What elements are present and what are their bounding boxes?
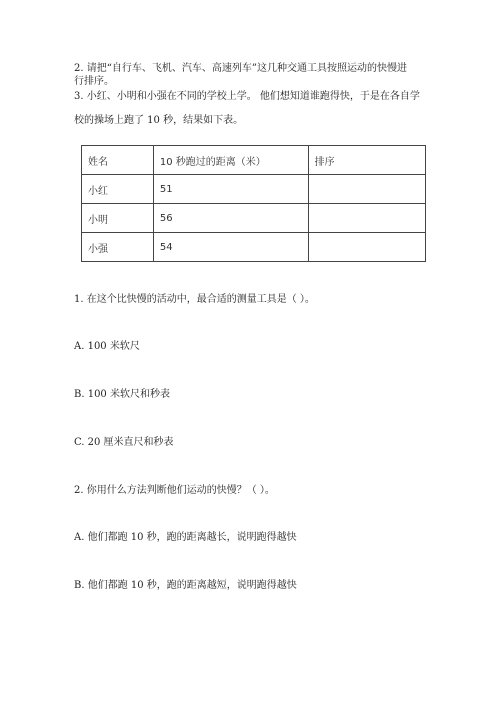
cell-rank (308, 233, 425, 262)
question-1-option-c: C. 20 厘米直尺和秒表 (74, 437, 174, 448)
question-1-option-a: A. 100 米软尺 (74, 341, 140, 352)
question-1-stem: 1. 在这个比快慢的活动中，最合适的测量工具是（ ）。 (74, 294, 315, 305)
cell-distance: 51 (153, 175, 308, 204)
cell-distance: 54 (153, 233, 308, 262)
question-2-option-a: A. 他们都跑 10 秒，跑的距离越长，说明跑得越快 (74, 532, 297, 543)
header-distance: 10 秒跑过的距离（米） (153, 146, 308, 175)
question-2-option-b: B. 他们都跑 10 秒，跑的距离越短，说明跑得越快 (74, 580, 297, 591)
cell-name: 小明 (82, 204, 154, 233)
cell-name: 小强 (82, 233, 154, 262)
cell-rank (308, 204, 425, 233)
header-name: 姓名 (82, 146, 154, 175)
results-table (81, 145, 426, 262)
question-2-intro-line-1: 2. 请把“自行车、飞机、汽车、高速列车”这几种交通工具按照运动的快慢进 (74, 63, 407, 74)
question-3-intro-line-2: 校的操场上跑了 10 秒，结果如下表。 (74, 115, 244, 126)
question-2-stem: 2. 你用什么方法判断他们运动的快慢？（ ）。 (74, 485, 275, 496)
table-row (82, 233, 426, 262)
cell-distance: 56 (153, 204, 308, 233)
table-row (82, 204, 426, 233)
header-rank: 排序 (308, 146, 425, 175)
table-header-row (82, 146, 426, 175)
question-1-option-b: B. 100 米软尺和秒表 (74, 389, 170, 400)
question-2-intro-line-2: 行排序。 (74, 76, 114, 87)
question-3-intro-line-1: 3. 小红、小明和小强在不同的学校上学。 他们想知道谁跑得快，于是在各自学 (74, 91, 420, 102)
table-row (82, 175, 426, 204)
cell-rank (308, 175, 425, 204)
cell-name: 小红 (82, 175, 154, 204)
